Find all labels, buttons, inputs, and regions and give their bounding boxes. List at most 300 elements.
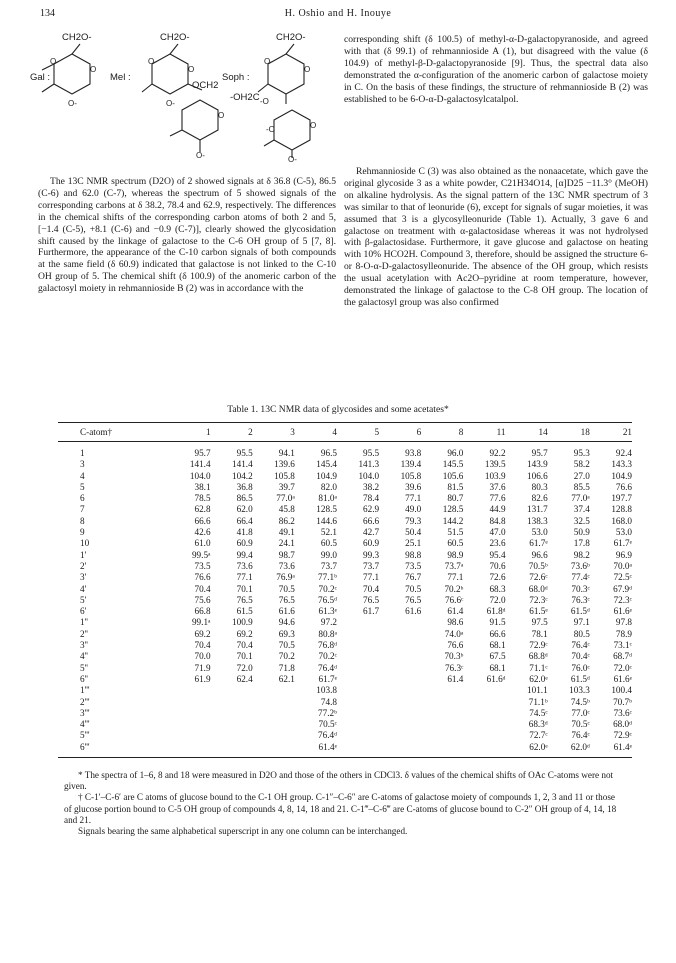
table-cell: 76.3ᶜ	[444, 662, 464, 673]
table-cell: 61.5ᵈ	[570, 673, 590, 684]
footnote: Signals bearing the same alphabetical superscript in any one column can be interchanged.	[78, 826, 408, 837]
table-cell: 76.6	[194, 572, 211, 583]
table-cell: 25.1	[405, 538, 422, 549]
soph-label: Soph :	[222, 72, 250, 83]
right-column-top-text	[344, 34, 648, 105]
table-cell: 76.5	[363, 594, 380, 605]
table-cell: 70.3ᵇ	[444, 651, 464, 662]
table-cell: 39.6	[405, 481, 422, 492]
table-cell: 98.9	[447, 549, 464, 560]
table-cell: 77.4ᶜ	[571, 572, 590, 583]
table-cell	[379, 708, 421, 719]
chemical-structures-figure	[32, 32, 334, 162]
nmr-data-table	[58, 422, 632, 758]
table-cell: 66.8	[194, 606, 211, 617]
table-cell: 106.6	[527, 470, 548, 481]
table-cell: 62.0ᵈ	[548, 742, 590, 758]
table-cell: 77.1	[363, 572, 380, 583]
table-cell	[211, 697, 253, 708]
table-cell: 60.5	[447, 538, 464, 549]
table-cell: 68.7ᵈ	[613, 651, 632, 662]
table-cell: 197.7	[611, 493, 632, 504]
table-cell: 42.7	[363, 527, 380, 538]
table-cell: 24.1	[278, 538, 295, 549]
table-cell: 96.0	[447, 448, 464, 458]
table-cell: 77.0ᵃ	[571, 493, 590, 504]
table-row	[58, 538, 632, 549]
table-cell: 76.5	[236, 594, 253, 605]
table-cell: 73.6ᶜ	[613, 707, 632, 718]
table-row	[58, 584, 632, 595]
table-cell: 84.8	[489, 515, 506, 526]
table-cell: 145.4	[316, 459, 337, 470]
table-row	[58, 504, 632, 515]
table-cell: 100.4	[611, 685, 632, 696]
table-cell: 50.4	[405, 527, 422, 538]
table-cell	[379, 629, 421, 640]
table-cell: 103.9	[484, 470, 506, 481]
table-cell: 95.7	[531, 448, 548, 458]
row-label: 1	[80, 448, 85, 458]
table-cell: 74.8	[320, 696, 337, 707]
table-cell: 141.3	[358, 459, 380, 470]
table-cell	[211, 719, 253, 730]
table-cell: 61.0	[194, 538, 211, 549]
column-header: 2	[211, 423, 253, 442]
table-cell: 143.3	[611, 459, 632, 470]
row-label: 3'''	[80, 707, 90, 718]
table-cell: 61.7ᵉ	[318, 673, 337, 684]
table-cell: 68.0ᵈ	[613, 719, 632, 730]
table-cell	[421, 685, 463, 696]
table-cell: 32.5	[573, 515, 590, 526]
table-cell: 44.9	[489, 504, 506, 515]
mel-och2-label: OCH2	[192, 80, 219, 91]
table-cell	[211, 730, 253, 741]
row-label: 6'''	[58, 742, 168, 758]
table-cell: 70.5ᶜ	[318, 719, 337, 730]
table-row	[58, 516, 632, 527]
table-cell: 60.9	[236, 538, 253, 549]
table-cell	[379, 640, 421, 651]
table-cell: 98.6	[447, 617, 464, 628]
table-cell: 78.5	[194, 493, 211, 504]
svg-text:O-: O-	[288, 155, 297, 162]
table-row	[58, 685, 632, 696]
table-cell: 139.6	[274, 459, 295, 470]
table-cell: 27.0	[573, 470, 590, 481]
table-cell: 99.0	[320, 549, 337, 560]
table-cell: 77.1	[405, 493, 422, 504]
table-cell: 75.6	[194, 594, 211, 605]
row-label: 4'''	[80, 719, 90, 730]
table-cell: 82.6	[531, 493, 548, 504]
table-cell: 69.2	[194, 628, 211, 639]
table-cell: 45.8	[278, 504, 295, 515]
table-cell	[211, 685, 253, 696]
running-authors: H. Oshio and H. Inouye	[284, 8, 392, 19]
table-cell	[379, 742, 421, 758]
table-cell: 82.0	[320, 481, 337, 492]
table-cell: 66.6	[363, 515, 380, 526]
table-cell: 41.8	[236, 527, 253, 538]
table-cell	[379, 617, 421, 628]
table-cell	[379, 730, 421, 741]
table-cell	[379, 674, 421, 685]
table-cell	[379, 719, 421, 730]
table-cell: 62.1	[278, 673, 295, 684]
table-body	[58, 442, 632, 758]
left-column-text	[38, 176, 336, 295]
table-cell: 67.9ᵈ	[613, 583, 632, 594]
row-label: 5	[80, 481, 85, 492]
table-cell: 61.8ᵈ	[486, 606, 506, 617]
table-cell	[463, 685, 505, 696]
table-row	[58, 640, 632, 651]
row-label: 2''	[80, 628, 88, 639]
table-cell: 73.5	[194, 560, 211, 571]
svg-text:O-: O-	[148, 57, 157, 66]
paragraph: The 13C NMR spectrum (D2O) of 2 showed signals at δ 36.8 (C-5), 86.5 (C-6) and 62.0 (C-7), whereas the spectrum of 5 showed signals of the corresponding carbons at δ 38.2, 78.4 and 62.9, respectively. The differences in the chemical shifts of the corresponding carbon atoms of both 2 and 5, [−1.4 (C-5), +8.1 (C-6) and −0.9 (C-7)], clearly showed the glycosidation shift caused by the linkage of galactose to the C-6 OH group of 5 [7, 8]. Furthermore, the appearance of the C-10 carbon signals of both compounds at the same field (δ 60.9) indicated that galactose is not linked to the C-10 OH group of 5. The chemical shift (δ 100.9) of the anomeric carbon of the galactosyl moiety in rehmannioside B (2) was in accordance with the	[38, 176, 336, 295]
table-cell: 104.9	[611, 470, 632, 481]
row-label: 6''	[80, 673, 88, 684]
table-cell: 104.2	[232, 470, 253, 481]
table-cell	[168, 742, 210, 758]
table-row	[58, 651, 632, 662]
table-row	[58, 674, 632, 685]
table-cell: 49.1	[278, 527, 295, 538]
row-label: 2'	[80, 560, 87, 571]
table-cell: 61.3ᵉ	[318, 606, 337, 617]
table-cell: 58.2	[573, 459, 590, 470]
table-cell: 53.0	[615, 527, 632, 538]
table-cell: 104.0	[189, 470, 211, 481]
table-cell	[168, 685, 210, 696]
table-cell: 70.0	[194, 651, 211, 662]
table-cell: 70.5ᶜ	[571, 719, 590, 730]
table-cell: 76.5ᵈ	[318, 594, 337, 605]
table-cell	[463, 742, 505, 758]
table-cell: 77.0ᶜ	[571, 707, 590, 718]
table-cell: 96.5	[320, 448, 337, 458]
table-cell: 69.2	[236, 628, 253, 639]
table-cell: 97.2	[320, 617, 337, 628]
table-cell: 70.6	[489, 560, 506, 571]
table-cell	[337, 674, 379, 685]
table-cell	[379, 697, 421, 708]
row-label: 3'	[80, 572, 87, 583]
table-footnotes	[64, 770, 624, 837]
table-cell: 61.5	[236, 606, 253, 617]
table-row	[58, 595, 632, 606]
table-cell: 72.3ᶜ	[613, 594, 632, 605]
table-cell: 80.7	[447, 493, 464, 504]
table-cell: 62.0	[236, 504, 253, 515]
table-cell: 101.1	[527, 685, 548, 696]
table-cell	[421, 742, 463, 758]
table-cell: 61.4ᵉ	[295, 742, 337, 758]
table-cell	[463, 719, 505, 730]
table-row	[58, 629, 632, 640]
table-cell: 72.3ᶜ	[529, 594, 548, 605]
table-cell: 36.8	[236, 481, 253, 492]
column-header: 4	[295, 423, 337, 442]
table-cell: 73.6	[278, 560, 295, 571]
table-cell: 52.1	[320, 527, 337, 538]
table-cell: 61.5ᵈ	[570, 606, 590, 617]
table-cell: 66.6	[194, 515, 211, 526]
table-cell: 60.9	[363, 538, 380, 549]
table-cell: 68.1	[489, 640, 506, 651]
column-header: 14	[506, 423, 548, 442]
table-cell: 93.8	[405, 448, 422, 458]
table-cell: 61.6	[405, 606, 422, 617]
table-cell: 98.7	[278, 549, 295, 560]
table-cell	[379, 663, 421, 674]
table-cell: 76.0ᶜ	[571, 662, 590, 673]
table-cell: 76.8ᵈ	[318, 640, 337, 651]
table-cell: 95.7	[194, 448, 211, 458]
table-cell	[253, 730, 295, 741]
table-cell: 70.2ᶜ	[318, 651, 337, 662]
table-cell: 98.2	[573, 549, 590, 560]
svg-text:O: O	[218, 111, 225, 120]
table-cell: 70.2ᶜ	[318, 583, 337, 594]
table-cell	[337, 617, 379, 628]
table-cell: 91.5	[489, 617, 506, 628]
row-label: 9	[80, 527, 85, 538]
row-label: 7	[80, 504, 85, 515]
table-cell: 76.7	[405, 572, 422, 583]
table-row	[58, 550, 632, 561]
column-header: 18	[548, 423, 590, 442]
table-cell: 105.8	[274, 470, 295, 481]
table-cell: 105.8	[400, 470, 422, 481]
row-label: 5'''	[80, 730, 90, 741]
table-cell: 92.4	[615, 448, 632, 458]
table-cell: 37.6	[489, 481, 506, 492]
table-cell	[463, 697, 505, 708]
mel-label: Mel :	[110, 72, 131, 83]
table-row	[58, 561, 632, 572]
table-cell: 73.1ᶜ	[613, 640, 632, 651]
table-cell: 23.6	[489, 538, 506, 549]
table-row	[58, 730, 632, 741]
svg-text:O-: O-	[196, 151, 205, 160]
table-cell	[421, 697, 463, 708]
table-cell: 78.9	[615, 628, 632, 639]
svg-text:O-: O-	[166, 99, 175, 108]
sugar-rings-drawing	[32, 32, 334, 162]
table-cell: 61.9	[194, 673, 211, 684]
table-cell: 128.5	[442, 504, 464, 515]
paragraph: corresponding shift (δ 100.5) of methyl-α-D-galactopyranoside, and agreed with that (δ 99.1) of rehmannioside A (1), but disagreed with the value (δ 104.9) of methyl-β-D-galactopyranoside [9]. Thus, the spectral data also demonstrated the α-configuration of the anomeric carbon of galactose moiety in C. On the basis of these findings, the structure of rehmannioside B (2) was established to be 6-O-α-D-galactosylcatalpol.	[344, 34, 648, 105]
column-header: 21	[590, 423, 632, 442]
column-header: 8	[421, 423, 463, 442]
table-cell: 99.3	[363, 549, 380, 560]
table-cell	[337, 719, 379, 730]
table-cell: 70.4	[194, 583, 211, 594]
mel-ch2o-label: CH2O-	[160, 32, 190, 43]
column-header: 6	[379, 423, 421, 442]
table-row	[58, 482, 632, 493]
table-cell: 144.6	[316, 515, 337, 526]
table-cell: 139.5	[484, 459, 506, 470]
table-cell: 72.5ᶜ	[613, 572, 632, 583]
table-cell: 141.4	[189, 459, 211, 470]
table-cell: 139.4	[400, 459, 422, 470]
table-row	[58, 708, 632, 719]
table-cell: 95.3	[573, 448, 590, 458]
table-cell: 62.0ᵉ	[506, 742, 548, 758]
table-cell: 42.6	[194, 527, 211, 538]
table-cell: 61.6	[278, 606, 295, 617]
table-cell: 73.6ᵇ	[570, 560, 590, 571]
table-cell: 99.4	[236, 549, 253, 560]
row-label: 10	[80, 538, 90, 549]
svg-text:-O: -O	[260, 97, 269, 106]
table-cell: 100.9	[232, 617, 253, 628]
table-cell: 70.1	[236, 651, 253, 662]
svg-text:O: O	[310, 121, 317, 130]
table-cell	[168, 730, 210, 741]
table-cell: 61.5ᵉ	[529, 606, 548, 617]
table-cell	[337, 629, 379, 640]
table-cell: 73.7	[320, 560, 337, 571]
table-cell: 131.7	[527, 504, 548, 515]
table-cell: 144.2	[442, 515, 464, 526]
row-label: 1'''	[80, 685, 90, 696]
table-cell: 76.4ᵈ	[318, 730, 337, 741]
table-cell: 103.3	[569, 685, 590, 696]
row-label: 5'	[80, 594, 87, 605]
table-cell	[337, 742, 379, 758]
table-cell: 39.7	[278, 481, 295, 492]
table-cell	[337, 663, 379, 674]
table-row	[58, 459, 632, 470]
table-cell: 70.1	[236, 583, 253, 594]
table-cell: 70.4	[363, 583, 380, 594]
table-cell: 76.4ᶜ	[571, 730, 590, 741]
svg-text:O: O	[304, 65, 311, 74]
table-cell	[337, 685, 379, 696]
table-cell: 76.4ᶜ	[571, 640, 590, 651]
table-cell: 95.4	[489, 549, 506, 560]
table-cell: 69.3	[278, 628, 295, 639]
table-cell: 128.8	[611, 504, 632, 515]
table-cell: 70.5ᵇ	[528, 560, 548, 571]
table-cell: 72.0	[489, 594, 506, 605]
table-cell	[168, 719, 210, 730]
row-label: 2'''	[80, 696, 90, 707]
table-cell: 81.5	[447, 481, 464, 492]
table-cell: 76.6ᶜ	[444, 594, 464, 605]
table-cell: 73.7ᵃ	[444, 560, 464, 571]
table-cell: 61.6ᵉ	[613, 673, 632, 684]
table-row	[58, 663, 632, 674]
table-cell: 62.8	[194, 504, 211, 515]
page-number: 134	[40, 8, 55, 19]
soph-oh2c-label: -OH2C	[230, 92, 260, 103]
table-cell: 37.4	[573, 504, 590, 515]
table-cell: 72.6	[489, 572, 506, 583]
table-cell: 99.5ᵃ	[191, 549, 211, 560]
table-cell: 72.7ᶜ	[529, 730, 548, 741]
row-label: 4	[80, 470, 85, 481]
table-cell: 70.3ᶜ	[571, 583, 590, 594]
row-label: 1'	[80, 549, 87, 560]
row-label: 8	[80, 515, 85, 526]
table-cell	[168, 708, 210, 719]
table-cell: 103.8	[316, 685, 337, 696]
table-row	[58, 606, 632, 617]
table-cell: 76.3ᶜ	[571, 594, 590, 605]
svg-text:O-: O-	[264, 57, 273, 66]
column-header: 1	[168, 423, 210, 442]
footnote: * The spectra of 1–6, 8 and 18 were measured in D2O and those of the others in CDCl3. δ values of the chemical shifts of OAc C-atoms were not given.	[64, 770, 614, 792]
svg-text:-O: -O	[266, 125, 275, 134]
row-label: 1''	[80, 617, 88, 628]
table-cell: 67.5	[489, 651, 506, 662]
table-cell: 70.4	[194, 640, 211, 651]
table-cell: 70.5	[278, 583, 295, 594]
column-header: 11	[463, 423, 505, 442]
table-cell: 70.4	[236, 640, 253, 651]
gal-label: Gal :	[30, 72, 51, 83]
svg-text:O: O	[188, 65, 195, 74]
table-cell: 104.9	[316, 470, 337, 481]
table-cell	[421, 730, 463, 741]
table-cell: 138.3	[527, 515, 548, 526]
table-cell: 70.2	[278, 651, 295, 662]
table-cell: 98.8	[405, 549, 422, 560]
table-row	[58, 742, 632, 758]
table-cell: 76.6	[447, 640, 464, 651]
table-cell	[421, 708, 463, 719]
table-cell: 141.4	[232, 459, 253, 470]
page-header	[0, 8, 676, 22]
table-cell	[253, 708, 295, 719]
table-cell: 74.5ᵇ	[570, 696, 590, 707]
gal-ch2o-label: CH2O-	[62, 32, 92, 43]
table-row	[58, 697, 632, 708]
table-cell	[337, 697, 379, 708]
table-cell: 62.4	[236, 673, 253, 684]
table-cell	[211, 742, 253, 758]
table-row	[58, 572, 632, 583]
table-cell	[253, 685, 295, 696]
table-caption: Table 1. 13C NMR data of glycosides and some acetates*	[227, 404, 449, 415]
column-header: 5	[337, 423, 379, 442]
table-cell: 94.1	[278, 448, 295, 458]
table-cell: 61.6ᵉ	[613, 606, 632, 617]
table-cell: 61.7ᵉ	[529, 538, 548, 549]
table-cell: 80.3	[531, 481, 548, 492]
table-cell: 70.7ᵇ	[613, 696, 632, 707]
table-cell	[337, 708, 379, 719]
table-cell: 143.9	[527, 459, 548, 470]
table-cell: 71.1ᵇ	[528, 696, 548, 707]
svg-text:O-: O-	[68, 99, 77, 108]
table-cell: 95.5	[236, 448, 253, 458]
table-row	[58, 442, 632, 460]
table-cell: 105.6	[442, 470, 464, 481]
column-header: C-atom†	[58, 423, 168, 442]
table-cell: 70.0ᵃ	[613, 560, 632, 571]
table-cell	[168, 697, 210, 708]
soph-ch2o-label: CH2O-	[276, 32, 306, 43]
table-cell: 96.9	[615, 549, 632, 560]
